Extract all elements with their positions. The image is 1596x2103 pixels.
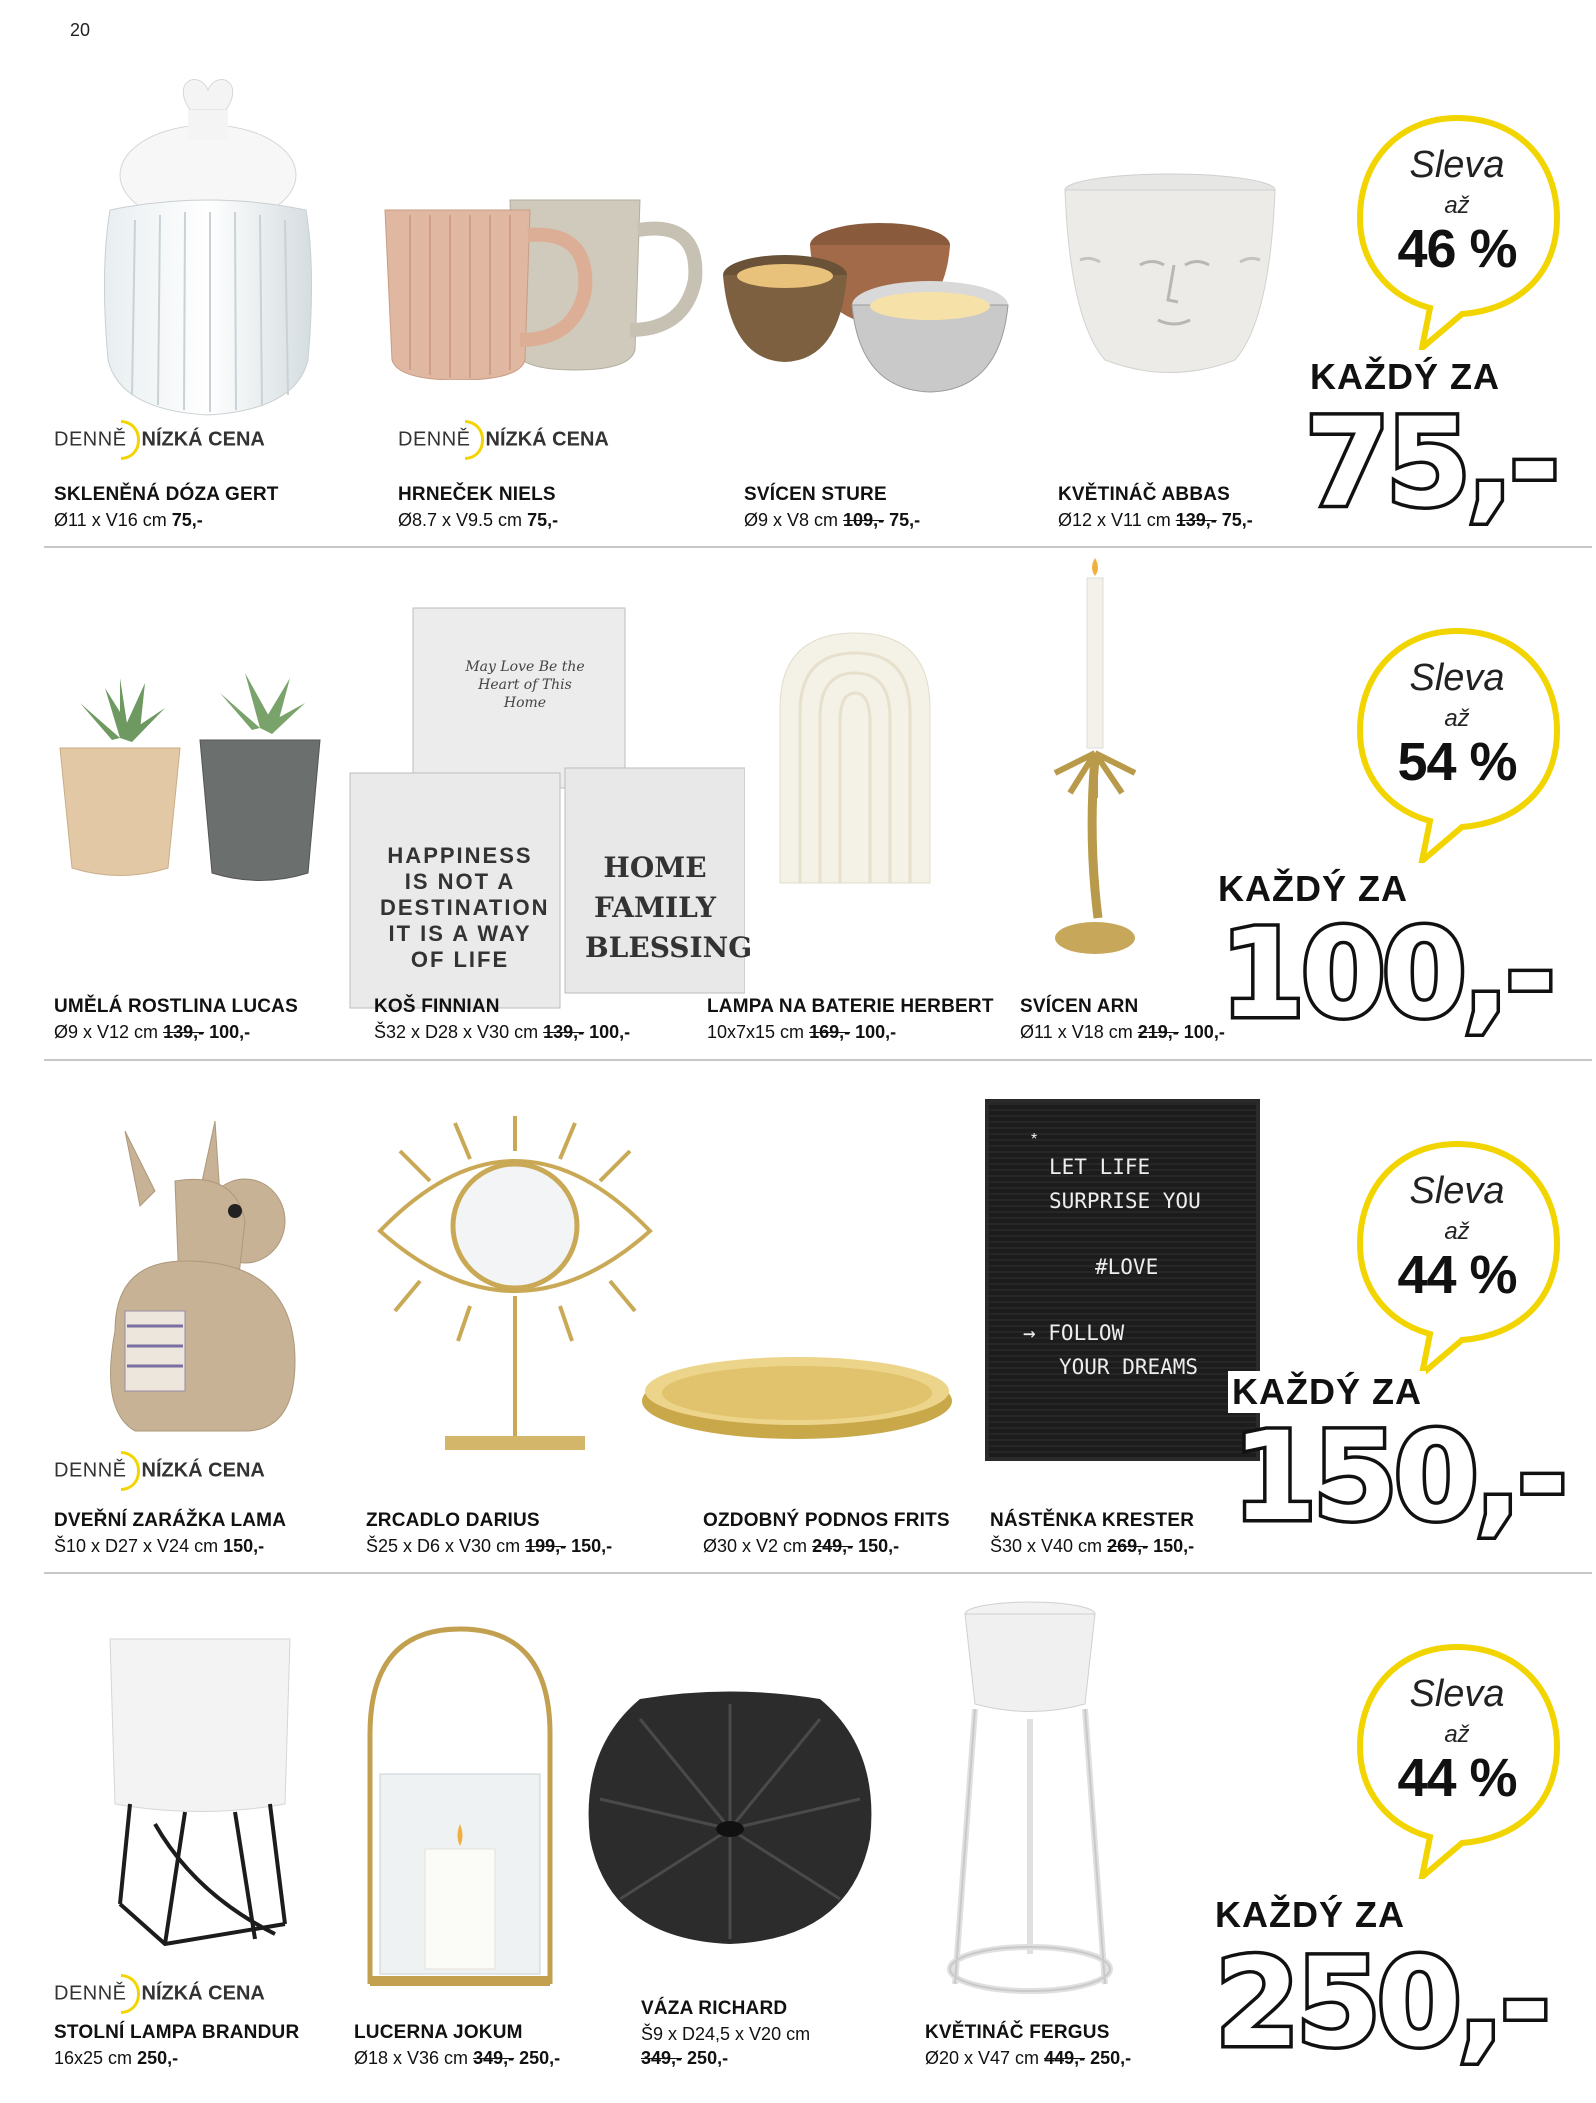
black-vase-image	[580, 1689, 880, 1949]
lantern-image	[355, 1624, 565, 2004]
big-price: 100,-	[1220, 903, 1552, 1045]
product-name: VÁZA RICHARD	[641, 1998, 788, 2019]
badge-arc-icon	[121, 420, 140, 460]
product-dims: Ø11 x V16 cm 75,-	[54, 510, 203, 530]
badge-arc-icon	[465, 420, 484, 460]
big-price: 75,-	[1305, 392, 1556, 534]
product-name: KOŠ FINNIAN	[374, 996, 500, 1017]
product-dims: Ø12 x V11 cm 139,- 75,-	[1058, 510, 1253, 530]
discount-bubble: Sleva až 44 %	[1352, 1629, 1562, 1879]
product-name: SKLENĚNÁ DÓZA GERT	[54, 484, 279, 505]
board-line: LET LIFE	[1049, 1155, 1151, 1179]
section-100	[0, 548, 1596, 1060]
discount-bubble: Sleva až 54 %	[1352, 613, 1562, 863]
big-price: 250,-	[1215, 1932, 1547, 2074]
plant-stand-image	[930, 1594, 1130, 2004]
product-name: NÁSTĚNKA KRESTER	[990, 1510, 1195, 1531]
denne-nizka-cena-badge: DENNĚ NÍZKÁ CENA	[398, 420, 609, 460]
denne-nizka-cena-badge: DENNĚ NÍZKÁ CENA	[54, 420, 265, 460]
every-for-label: KAŽDÝ ZA	[1228, 1371, 1426, 1413]
product-name: LAMPA NA BATERIE HERBERT	[707, 996, 994, 1017]
palm-candle-holder-image	[1040, 558, 1150, 968]
box-top-text: May Love Be the Heart of This Home	[465, 659, 585, 711]
product-dims: Š25 x D6 x V30 cm 199,- 150,-	[366, 1536, 613, 1556]
product-dims: 16x25 cm 250,-	[54, 2048, 179, 2068]
arch-lamp-image	[775, 628, 935, 888]
gold-tray-image	[640, 1351, 955, 1441]
face-planter-image	[1060, 170, 1280, 380]
mugs-image	[380, 190, 710, 380]
product-dims: Š10 x D27 x V24 cm 150,-	[54, 1536, 265, 1556]
product-name: LUCERNA JOKUM	[354, 2022, 523, 2043]
discount-bubble: Sleva až 46 %	[1352, 100, 1562, 350]
product-name: UMĚLÁ ROSTLINA LUCAS	[54, 996, 298, 1017]
every-for-label: KAŽDÝ ZA	[1218, 868, 1408, 909]
product-dims: Ø8.7 x V9.5 cm 75,-	[398, 510, 559, 530]
product-name: KVĚTINÁČ FERGUS	[925, 2022, 1110, 2043]
product-name: ZRCADLO DARIUS	[366, 1510, 540, 1531]
every-for-label: KAŽDÝ ZA	[1310, 356, 1500, 397]
product-name: SVÍCEN STURE	[744, 484, 887, 505]
board-line: YOUR DREAMS	[1059, 1355, 1199, 1379]
board-line: SURPRISE YOU	[1049, 1189, 1201, 1213]
product-dims: Ø18 x V36 cm 349,- 250,-	[354, 2048, 561, 2068]
box-right-text: HOME FAMILY BLESSING	[585, 851, 753, 964]
llama-doorstop-image	[95, 1111, 315, 1451]
product-dims: Š9 x D24,5 x V20 cm	[641, 2024, 811, 2044]
denne-nizka-cena-badge: DENNĚ NÍZKÁ CENA	[54, 1974, 265, 2014]
product-name: SVÍCEN ARN	[1020, 996, 1139, 1017]
denne-nizka-cena-badge: DENNĚ NÍZKÁ CENA	[54, 1451, 265, 1491]
board-star-icon: *	[1031, 1131, 1038, 1148]
table-lamp-image	[95, 1634, 305, 1954]
section-150	[0, 1061, 1596, 1573]
board-line: → FOLLOW	[1023, 1321, 1125, 1345]
product-price: 349,- 250,-	[641, 2048, 729, 2068]
product-name: OZDOBNÝ PODNOS FRITS	[703, 1510, 950, 1531]
product-name: DVEŘNÍ ZARÁŽKA LAMA	[54, 1510, 287, 1531]
discount-bubble: Sleva až 44 %	[1352, 1126, 1562, 1376]
section-75	[0, 0, 1596, 548]
glass-jar-image	[90, 70, 320, 420]
mosaic-candle-holders-image	[720, 200, 1020, 400]
storage-boxes-image	[345, 598, 753, 1028]
product-dims: Š30 x V40 cm 269,- 150,-	[990, 1536, 1195, 1556]
badge-arc-icon	[121, 1974, 140, 2014]
product-name: HRNEČEK NIELS	[398, 484, 556, 505]
product-name: KVĚTINÁČ ABBAS	[1058, 484, 1231, 505]
box-left-text: HAPPINESS IS NOT A DESTINATION IT IS A WAY OF LIFE	[380, 843, 550, 972]
product-name: STOLNÍ LAMPA BRANDUR	[54, 2022, 300, 2043]
product-dims: Ø11 x V18 cm 219,- 100,-	[1020, 1022, 1225, 1042]
sun-mirror-image	[360, 1111, 670, 1461]
product-dims: 10x7x15 cm 169,- 100,-	[707, 1022, 897, 1042]
big-price: 150,-	[1232, 1406, 1564, 1548]
succulents-image	[50, 668, 330, 888]
product-dims: Š32 x D28 x V30 cm 139,- 100,-	[374, 1022, 631, 1042]
product-dims: Ø9 x V8 cm 109,- 75,-	[744, 510, 921, 530]
product-dims: Ø20 x V47 cm 449,- 250,-	[925, 2048, 1132, 2068]
badge-arc-icon	[121, 1451, 140, 1491]
page-number: 20	[70, 20, 91, 40]
product-dims: Ø30 x V2 cm 249,- 150,-	[703, 1536, 900, 1556]
letter-board-image	[985, 1099, 1260, 1461]
board-line: #LOVE	[1095, 1255, 1159, 1279]
product-dims: Ø9 x V12 cm 139,- 100,-	[54, 1022, 251, 1042]
section-250	[0, 1574, 1596, 2103]
every-for-label: KAŽDÝ ZA	[1215, 1894, 1405, 1935]
